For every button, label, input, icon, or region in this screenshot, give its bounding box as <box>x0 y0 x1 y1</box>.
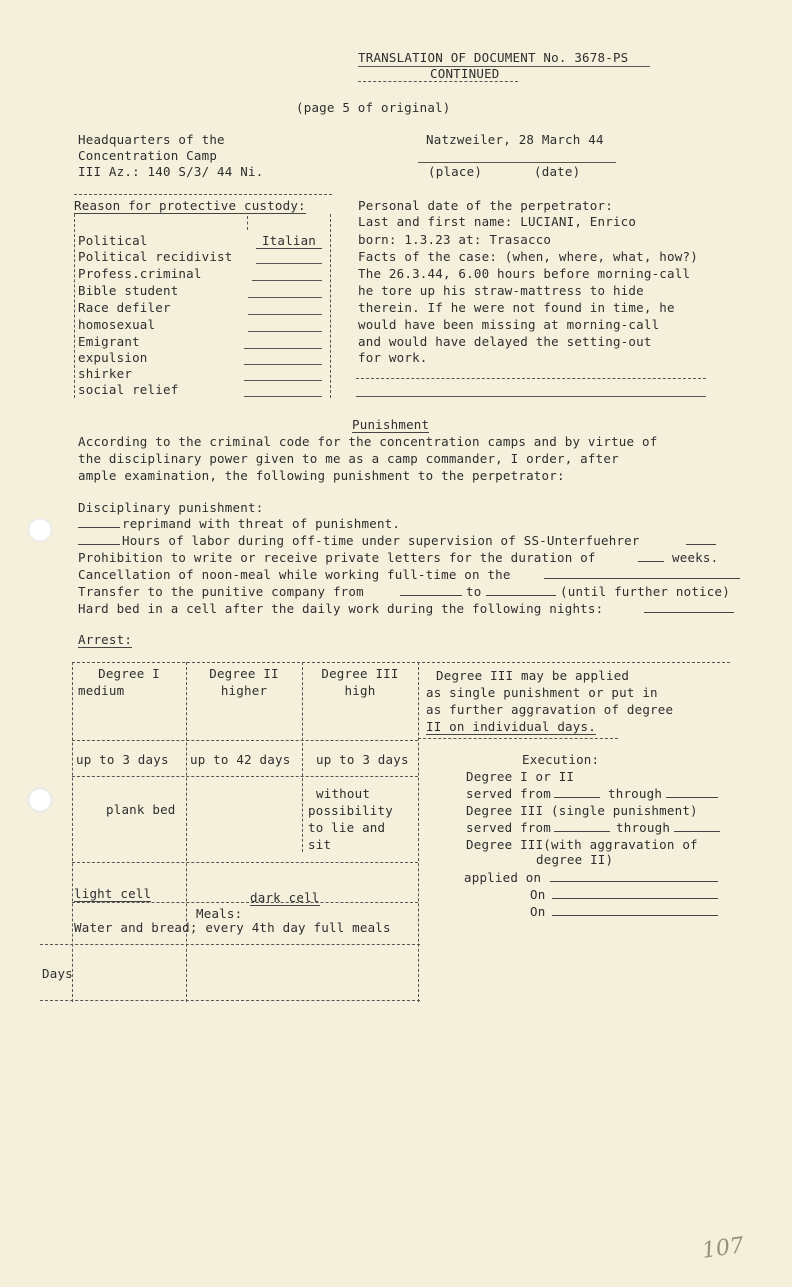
degree-3-level: high <box>344 683 376 698</box>
punch-hole-bottom <box>28 788 52 812</box>
grid-col-2 <box>302 662 303 852</box>
without-line: without <box>316 786 371 801</box>
reason-blank <box>256 263 322 264</box>
without-line: to lie and <box>308 820 386 835</box>
intro-line: the disciplinary power given to me as a camp commander, I order, after <box>78 451 619 466</box>
grid-left <box>72 662 73 1002</box>
meals-label: Meals: <box>196 906 243 921</box>
reasons-heading: Reason for protective custody: <box>74 198 306 213</box>
reason-blank <box>248 331 322 332</box>
reprimand-blank <box>78 516 120 528</box>
duration-degree-2: up to 42 days <box>190 752 291 767</box>
served-from-blank-2 <box>554 820 610 832</box>
degree-3-note-line: as further aggravation of degree <box>426 702 674 717</box>
intro-line: According to the criminal code for the concentration camps and by virtue of <box>78 434 658 449</box>
light-cell-label: light cell <box>74 886 152 901</box>
reason-blank <box>248 297 322 298</box>
without-line: possibility <box>308 803 393 818</box>
perpetrator-heading: Personal date of the perpetrator: <box>358 198 613 213</box>
hours-line: Hours of labor during off-time under supervision of SS-Unterfuehrer <box>122 533 640 548</box>
grid-row-2 <box>72 776 418 777</box>
document-subtitle: CONTINUED <box>430 66 500 81</box>
facts-line: would have been missing at morning-call <box>358 317 660 332</box>
issuer-line-2: Concentration Camp <box>78 148 218 163</box>
disciplinary-heading: Disciplinary punishment: <box>78 500 264 515</box>
degree-3-name: Degree III <box>321 666 399 681</box>
prohibition-line: Prohibition to write or receive private letters for the duration of <box>78 550 596 565</box>
through-blank-2 <box>674 820 720 832</box>
grid-row-3 <box>72 862 418 863</box>
reason-blank <box>244 380 322 381</box>
reasons-mid-tick <box>247 216 248 230</box>
grid-bottom <box>40 1000 420 1001</box>
punch-hole-top <box>28 518 52 542</box>
place-date-line <box>418 162 616 163</box>
subtitle-underline <box>358 81 518 82</box>
facts-line: he tore up his straw-mattress to hide <box>358 283 644 298</box>
arrest-heading: Arrest: <box>78 632 133 647</box>
document-title: TRANSLATION OF DOCUMENT No. 3678-PS <box>358 50 629 65</box>
issuer-line-1: Headquarters of the <box>78 132 225 147</box>
grid-top <box>72 662 730 663</box>
execution-served-from-2: served from <box>466 820 551 835</box>
punishment-heading: Punishment <box>352 417 430 432</box>
facts-line: and would have delayed the setting-out <box>358 334 652 349</box>
place-label: (place) <box>428 164 483 179</box>
transfer-from-blank <box>400 584 462 596</box>
date-label: (date) <box>534 164 581 179</box>
on-blank-2 <box>552 904 718 916</box>
reason-label: Profess.criminal <box>78 266 202 281</box>
degree-3-note-line: as single punishment or put in <box>426 685 658 700</box>
facts-line: for work. <box>358 350 428 365</box>
execution-through-2: through <box>616 820 671 835</box>
degree-2-name: Degree II <box>209 666 279 681</box>
reason-label: expulsion <box>78 350 148 365</box>
degree-2-level: higher <box>220 683 268 698</box>
degree-1-name: Degree I <box>98 666 160 681</box>
execution-on-1: On <box>530 887 546 902</box>
execution-degree-3-single: Degree III (single punishment) <box>466 803 698 818</box>
execution-degree-3-aggr: Degree III(with aggravation of <box>466 837 698 852</box>
facts-rule-2 <box>356 396 706 397</box>
degree-3-note-line: II on individual days. <box>426 719 596 734</box>
degree-1-level: medium <box>78 683 125 698</box>
facts-line: The 26.3.44, 6.00 hours before morning-call <box>358 266 691 281</box>
reason-blank <box>244 348 322 349</box>
degree-3-note-line: Degree III may be applied <box>436 668 630 683</box>
execution-heading: Execution: <box>522 752 600 767</box>
issuer-line-3: III Az.: 140 S/3/ 44 Ni. <box>78 164 264 179</box>
reason-label: Emigrant <box>78 334 140 349</box>
reason-label: Political <box>78 233 148 248</box>
duration-degree-3: up to 3 days <box>316 752 409 767</box>
cancellation-line: Cancellation of noon-meal while working full-time on the <box>78 567 511 582</box>
hours-end-blank <box>686 533 716 545</box>
place-date-value: Natzweiler, 28 March 44 <box>426 132 604 147</box>
intro-line: ample examination, the following punishment to the perpetrator: <box>78 468 565 483</box>
reason-value: Italian <box>256 233 322 249</box>
weeks-blank <box>638 550 664 562</box>
perpetrator-born: born: 1.3.23 at: Trasacco <box>358 232 552 247</box>
execution-on-2: On <box>530 904 546 919</box>
hard-bed-line: Hard bed in a cell after the daily work during the following nights: <box>78 601 604 616</box>
facts-line: Facts of the case: (when, where, what, how?) <box>358 249 698 264</box>
reason-blank <box>244 364 322 365</box>
weeks-label: weeks. <box>672 550 719 565</box>
reason-label: Bible student <box>78 283 179 298</box>
reasons-left-rule <box>74 214 75 398</box>
reason-blank <box>252 280 322 281</box>
hard-bed-blank <box>644 601 734 613</box>
reasons-top-rule <box>74 194 332 195</box>
served-from-blank-1 <box>554 786 600 798</box>
reason-label: homosexual <box>78 317 156 332</box>
grid-col-3 <box>418 662 419 1002</box>
facts-rule-1 <box>356 378 706 379</box>
handwritten-page-number: 107 <box>700 1233 746 1264</box>
meals-text: Water and bread; every 4th day full meals <box>74 920 391 935</box>
reason-label: Political recidivist <box>78 249 233 264</box>
cancellation-blank <box>544 567 740 579</box>
page-note: (page 5 of original) <box>296 100 451 115</box>
days-label: Days <box>42 966 73 981</box>
perpetrator-name: Last and first name: LUCIANI, Enrico <box>358 214 637 229</box>
grid-row-4 <box>72 902 418 903</box>
plank-bed-label: plank bed <box>106 802 176 817</box>
grid-row-1b <box>418 738 618 739</box>
hours-blank <box>78 533 120 545</box>
on-blank-1 <box>552 887 718 899</box>
applied-on-blank <box>550 870 718 882</box>
through-blank-1 <box>666 786 718 798</box>
title-underline <box>358 66 650 67</box>
without-line: sit <box>308 837 332 852</box>
transfer-line: Transfer to the punitive company from <box>78 584 364 599</box>
duration-degree-1: up to 3 days <box>76 752 169 767</box>
reason-label: Race defiler <box>78 300 171 315</box>
transfer-note: (until further notice) <box>560 584 730 599</box>
grid-row-1 <box>72 740 418 741</box>
grid-row-5 <box>40 944 420 945</box>
reason-label: shirker <box>78 366 133 381</box>
reason-label: social relief <box>78 382 179 397</box>
execution-served-from: served from <box>466 786 551 801</box>
transfer-to: to <box>466 584 482 599</box>
reason-blank <box>244 396 322 397</box>
reasons-right-rule <box>330 214 331 398</box>
transfer-to-blank <box>486 584 556 596</box>
reprimand-line: reprimand with threat of punishment. <box>122 516 401 531</box>
execution-degree-1-2: Degree I or II <box>466 769 575 784</box>
execution-applied-on: applied on <box>464 870 542 885</box>
grid-col-1 <box>186 662 187 1002</box>
execution-through: through <box>608 786 663 801</box>
dark-cell-label: dark cell <box>250 890 320 905</box>
execution-degree-2-note: degree II) <box>536 852 614 867</box>
facts-line: therein. If he were not found in time, he <box>358 300 675 315</box>
reason-blank <box>248 314 322 315</box>
